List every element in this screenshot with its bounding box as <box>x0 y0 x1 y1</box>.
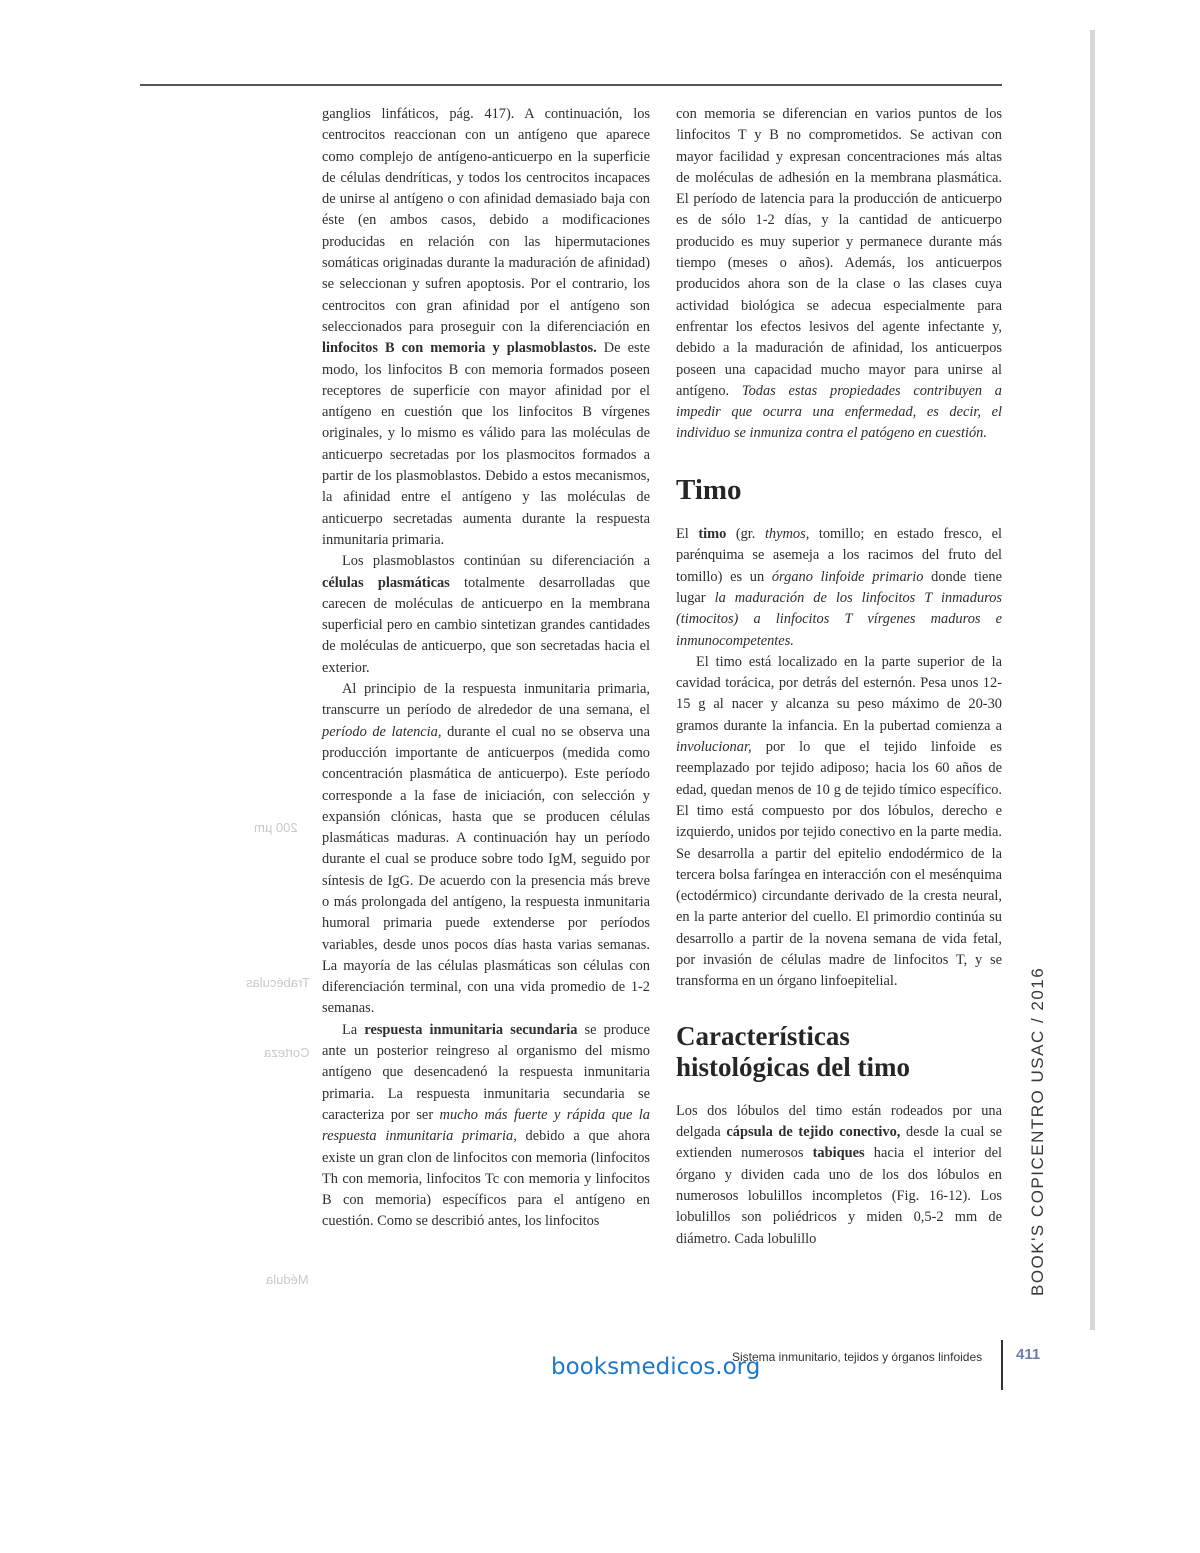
right-paragraph-2: El timo (gr. thymos, tomillo; en estado fresco, el parénquima se asemeja a los racimos del fruto del tomillo) es un órgano linfoide primario donde tiene lugar la maduración de los linfocitos T inmaduros (timocitos) a linfocitos T vírgenes maduros e inmunocompetentes. <box>676 526 1003 649</box>
copyright-side-text: BOOK'S COPICENTRO USAC / 2016 <box>1028 966 1047 1296</box>
running-title: Sistema inmunitario, tejidos y órganos linfoides <box>732 1350 983 1364</box>
left-paragraph-4: La respuesta inmunitaria secundaria se produce ante un posterior reingreso al organismo del mismo antígeno que desencadenó la respuesta inmunitaria primaria. La respuesta inmunitaria secundaria se caracteriza por ser mucho más fuerte y rápida que la respuesta inmunitaria primaria, debido a que ahora existe un gran clon de linfocitos con memoria (linfocitos Th con memoria, linfocitos Tc con memoria y linfocitos B con memoria) específicos para el antígeno en cuestión. Como se describió antes, los linfocitos <box>322 1021 651 1230</box>
bold-term: linfocitos B con memoria y plasmoblastos. <box>322 340 597 357</box>
footer-divider <box>1001 1340 1003 1390</box>
section-heading-timo: Timo <box>676 473 742 506</box>
italic-term: mucho más fuerte y rápida que la respuesta inmunitaria primaria, <box>322 1106 650 1145</box>
ghost-label-corteza: Corteza <box>264 1045 310 1060</box>
left-paragraph-1: ganglios linfáticos, pág. 417). A continuación, los centrocitos reaccionan con un antígeno que aparece como complejo de antígeno-anticuerpo en la superficie de células dendríticas, y todos los centrocitos incapaces de unirse al antígeno o con afinidad demasiado baja con éste (en ambos casos, debido a modificaciones producidas en relación con las hipermutaciones somáticas originadas durante la maduración de afinidad) se seleccionan y sufren apoptosis. Por el contrario, los centrocitos con gran afinidad por el antígeno son seleccionados para proseguir con la diferenciación en linfocitos B con memoria y plasmoblastos. De este modo, los linfocitos B con memoria formados poseen receptores de superficie con mayor afinidad por el antígeno en cuestión que los linfocitos B vírgenes originales, y lo mismo es válido para las moléculas de anticuerpo secretadas por los plasmocitos formados a partir de los plasmoblastos. Debido a estos mecanismos, la afinidad entre el antígeno y las moléculas de anticuerpo secretadas aumenta durante la respuesta inmunitaria primaria. <box>322 106 650 548</box>
italic-term: período de latencia, <box>322 723 442 740</box>
page-number: 411 <box>1016 1346 1041 1363</box>
italic-term: órgano linfoide primario <box>771 568 924 585</box>
right-paragraph-4: Los dos lóbulos del timo están rodeados por una delgada cápsula de tejido conectivo, desde la cual se extienden numerosos tabiques hacia el interior del órgano y dividen cada uno de los dos lóbulos en numerosos lobulillos incompletos (Fig. 16-12). Los lobulillos son poliédricos y miden 0,5-2 mm de diámetro. Cada lobulillo <box>676 1102 1003 1247</box>
right-column <box>676 104 1002 1250</box>
ghost-label-scale: 200 µm <box>254 820 298 835</box>
left-paragraph-3: Al principio de la respuesta inmunitaria primaria, transcurre un período de alrededor de una semana, el período de latencia, durante el cual no se observa una producción importante de anticuerpos (medida como concentración plasmática de anticuerpo). Este período corresponde a la fase de iniciación, con selección y expansión clónicas, hasta que se producen células plasmáticas maduras. A continuación hay un período durante el cual se produce sobre todo IgM, seguido por síntesis de IgG. De acuerdo con la presencia más breve o más prolongada del antígeno, la respuesta inmunitaria humoral primaria puede extenderse por períodos variables, desde unos pocos días hasta varias semanas. La mayoría de las células plasmáticas son células con diferenciación terminal, con una vida promedio de 1-2 semanas. <box>322 681 650 1017</box>
bold-term: cápsula de tejido conectivo, <box>726 1124 901 1141</box>
left-paragraph-2: Los plasmoblastos continúan su diferenciación a células plasmáticas totalmente desarrolladas que carecen de moléculas de anticuerpo en la membrana superficial pero en cambio sintetizan grandes cantidades de moléculas de anticuerpo, que son secretadas hacia el exterior. <box>322 553 650 676</box>
bold-term: tabiques <box>812 1145 865 1162</box>
ghost-label-trabeculas: Trabéculas <box>246 975 310 990</box>
right-paragraph-3: El timo está localizado en la parte superior de la cavidad torácica, por detrás del esternón. Pesa unos 12-15 g al nacer y alcanza su peso máximo de 20-30 gramos durante la infancia. En la pubertad comienza a involucionar, por lo que el tejido linfoide es reemplazado por tejido adiposo; hacia los 60 años de edad, quedan menos de 10 g de tejido tímico específico. El timo está compuesto por dos lóbulos, derecho e izquierdo, unidos por tejido conectivo en la parte media. Se desarrolla a partir del epitelio endodérmico de la tercera bolsa faríngea en interacción con el mesénquima (ectodérmico) circundante derivado de la cresta neural, en la parte anterior del cuello. El primordio continúa su desarrollo a partir de la novena semana de vida fetal, por invasión de células madre de linfocitos T, y se transforma en un órgano linfoepitelial. <box>676 653 1002 990</box>
italic-term: Todas estas propiedades contribuyen a impedir que ocurra una enfermedad, es decir, el individuo se inmuniza contra el patógeno en cuestión. <box>676 382 1002 442</box>
left-column <box>322 104 650 1233</box>
ghost-label-medula: Médula <box>266 1272 309 1287</box>
section-heading-histology: Características histológicas del timo <box>676 1020 910 1082</box>
top-rule <box>140 84 1002 86</box>
italic-term: involucionar, <box>676 739 752 756</box>
italic-term: la maduración de los linfocitos T inmaduros (timocitos) a linfocitos T vírgenes maduros e inmunocompetentes. <box>676 589 1003 649</box>
italic-term: thymos, <box>764 526 810 543</box>
right-paragraph-1: con memoria se diferencian en varios puntos de los linfocitos T y B no comprometidos. Se activan con mayor facilidad y expresan concentraciones más altas de moléculas de adhesión en la membrana plasmática. El período de latencia para la producción de anticuerpo es de sólo 1-2 días, y la cantidad de anticuerpo producido es muy superior y permanece durante más tiempo (meses o años). Además, los anticuerpos producidos ahora son de la clase o las clases cuya actividad biológica se adecua especialmente para enfrentar los efectos lesivos del agente infectante y, debido a la maduración de afinidad, los anticuerpos poseen una capacidad mucho mayor para unirse al antígeno. Todas estas propiedades contribuyen a impedir que ocurra una enfermedad, es decir, el individuo se inmuniza contra el patógeno en cuestión. <box>676 106 1002 442</box>
bold-term: células plasmáticas <box>322 574 450 591</box>
bold-term: respuesta inmunitaria secundaria <box>364 1021 578 1038</box>
scan-edge <box>1090 30 1095 1330</box>
bold-term: timo <box>698 526 727 543</box>
watermark-link[interactable]: booksmedicos.org <box>551 1354 761 1380</box>
